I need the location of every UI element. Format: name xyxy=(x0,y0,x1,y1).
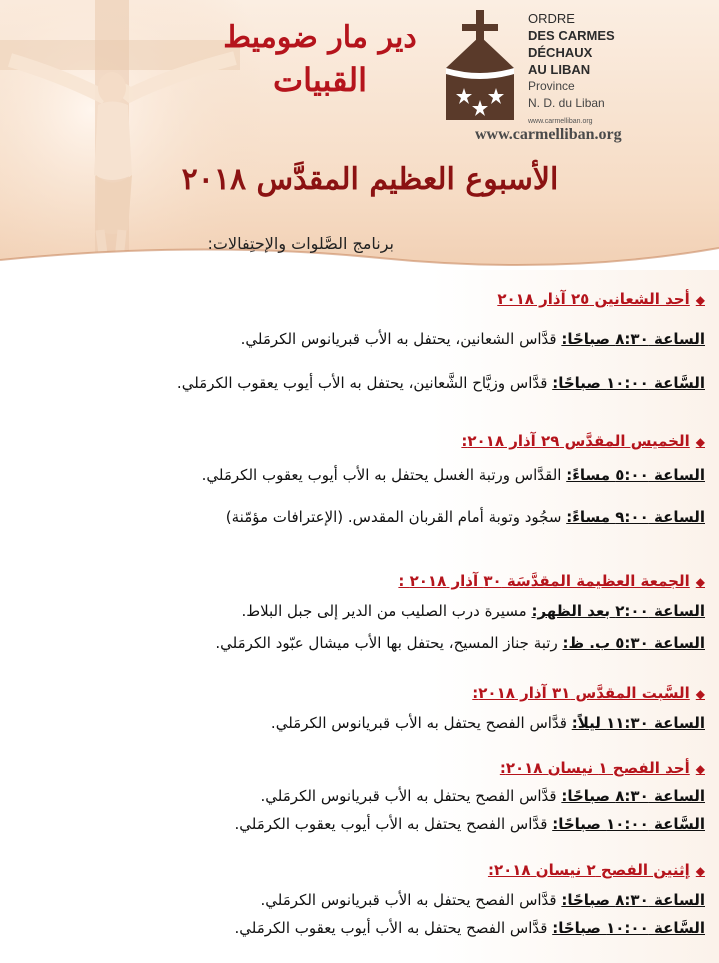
monastery-name-line2: القبيات xyxy=(272,61,367,99)
section-holy-saturday xyxy=(271,684,705,732)
diamond-bullet-icon: ◆ xyxy=(695,293,705,307)
section-heading: ◆أحد الفصح ١ نيسان ٢٠١٨: xyxy=(499,759,705,777)
section-heading: ◆الجمعة العظيمة المقدَّسَة ٣٠ آذار ٢٠١٨ : xyxy=(398,572,705,590)
monastery-name xyxy=(190,18,450,102)
monastery-name-line1: دير مار ضوميط xyxy=(223,20,417,55)
diamond-bullet-icon: ◆ xyxy=(695,687,705,701)
diamond-bullet-icon: ◆ xyxy=(695,864,705,878)
schedule-item: الساعة ٨:٣٠ صباحًا: قدَّاس الفصح يحتفل به الأب قبريانوس الكرمَلي. xyxy=(260,891,705,909)
section-easter-monday xyxy=(234,861,705,937)
section-heading: ◆أحد الشعانين ٢٥ آذار ٢٠١٨ xyxy=(497,290,705,308)
website-link[interactable]: www.carmelliban.org xyxy=(475,126,622,143)
schedule-content xyxy=(0,270,719,963)
section-heading: ◆السَّبت المقدَّس ٣١ آذار ٢٠١٨: xyxy=(472,684,705,702)
schedule-item: الساعة ٩:٠٠ مساءً: سجُود وتوبة أمام القربان المقدس. (الإعترافات مؤمّنة) xyxy=(225,508,705,526)
schedule-item: الساعة ٥:٣٠ ب. ظ: رتبة جناز المسيح، يحتفل بها الأب ميشال عبّود الكرمَلي. xyxy=(215,634,705,652)
section-heading: ◆الخميس المقدَّس ٢٩ آذار ٢٠١٨: xyxy=(461,432,705,450)
section-holy-thursday xyxy=(202,432,705,526)
order-small-url: www.carmelliban.org xyxy=(528,118,593,125)
schedule-item: الساعة ١١:٣٠ ليلاً: قدَّاس الفصح يحتفل به الأب قبريانوس الكرمَلي. xyxy=(270,714,705,732)
schedule-item: الساعة ٨:٣٠ صباحًا: قدَّاس الشعانين، يحتفل به الأب قبريانوس الكرمَلي. xyxy=(240,330,705,348)
order-line-6: N. D. du Liban xyxy=(528,96,605,110)
order-line-2: DES CARMES xyxy=(528,28,615,43)
diamond-bullet-icon: ◆ xyxy=(695,435,705,449)
section-heading: ◆إثنين الفصح ٢ نيسان ٢٠١٨: xyxy=(487,861,705,879)
order-line-3: DÉCHAUX xyxy=(528,45,593,60)
order-line-4: AU LIBAN xyxy=(528,62,591,77)
section-palm-sunday xyxy=(177,290,705,392)
schedule-item: الساعة ٨:٣٠ صباحًا: قدَّاس الفصح يحتفل به الأب قبريانوس الكرمَلي. xyxy=(260,787,705,805)
page-subtitle: برنامج الصَّلوات والإحتِفالات: xyxy=(207,234,394,253)
schedule-item: الساعة ٢:٠٠ بعد الظهر: مسيرة درب الصليب من الدير إلى جبل البلاط. xyxy=(241,602,705,620)
schedule-item: السَّاعة ١٠:٠٠ صباحًا: قدَّاس الفصح يحتفل به الأب أيوب يعقوب الكرمَلي. xyxy=(234,815,705,833)
diamond-bullet-icon: ◆ xyxy=(695,575,705,589)
schedule-item: السَّاعة ١٠:٠٠ صباحًا: قدَّاس وزيَّاح الشَّعانين، يحتفل به الأب أيوب يعقوب الكرمَلي. xyxy=(176,374,705,392)
section-easter-sunday xyxy=(234,759,705,833)
order-line-1: ORDRE xyxy=(528,11,575,26)
order-text xyxy=(528,10,708,130)
schedule-item: الساعة ٥:٠٠ مساءً: القدَّاس ورتبة الغسل يحتفل به الأب أيوب يعقوب الكرمَلي. xyxy=(201,466,705,484)
schedule-item: السَّاعة ١٠:٠٠ صباحًا: قدَّاس الفصح يحتفل به الأب أيوب يعقوب الكرمَلي. xyxy=(234,919,705,937)
order-line-5: Province xyxy=(528,79,575,93)
diamond-bullet-icon: ◆ xyxy=(695,762,705,776)
carmelite-logo xyxy=(440,8,520,120)
section-good-friday xyxy=(215,572,705,652)
header-banner xyxy=(0,0,719,275)
page-title: الأسبوع العظيم المقدَّس ٢٠١٨ xyxy=(181,162,559,197)
